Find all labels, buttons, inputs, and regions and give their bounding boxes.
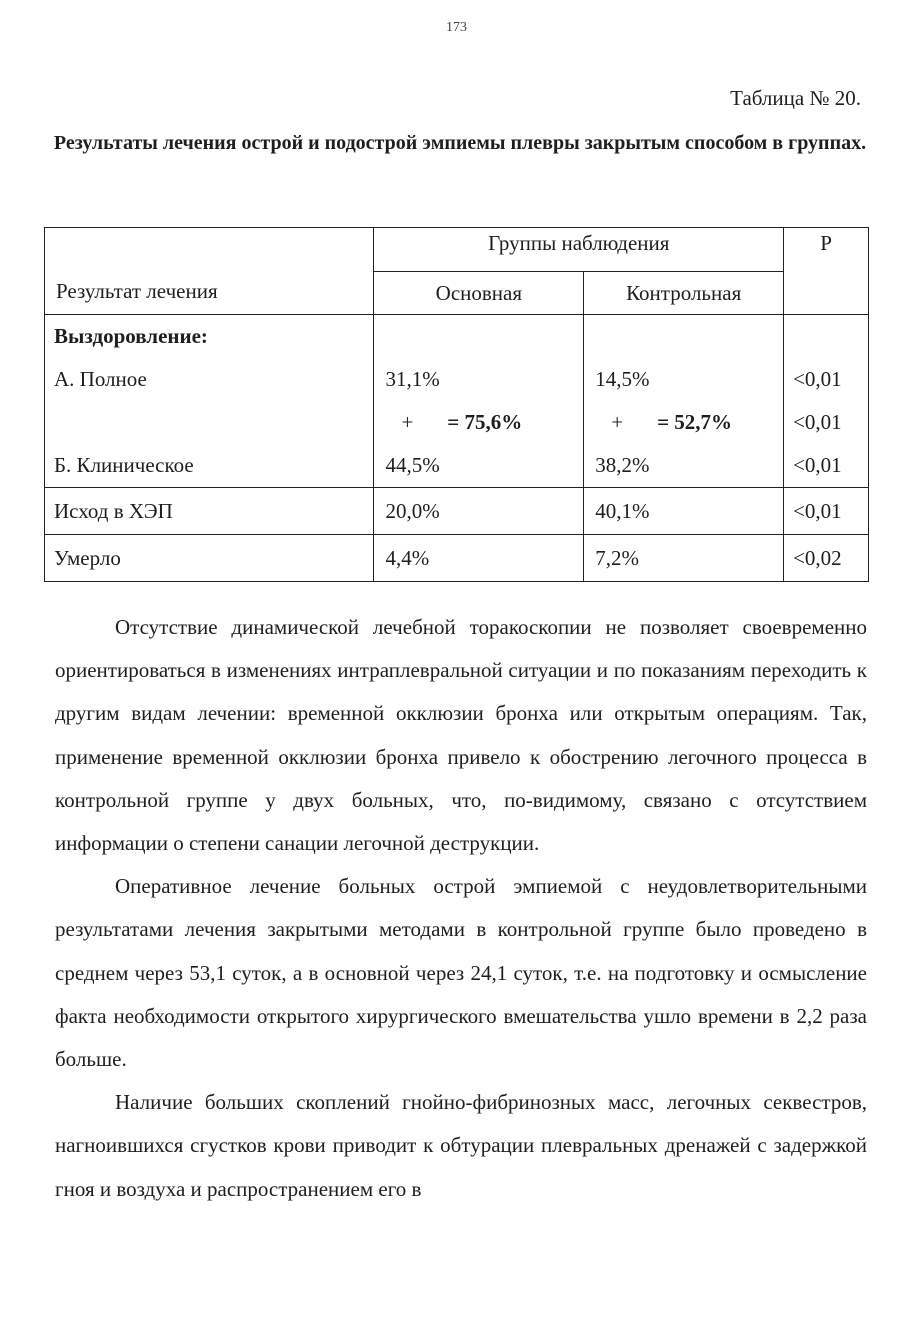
- recovery-full-control: 14,5%: [595, 367, 650, 391]
- recovery-full-label: А. Полное: [54, 367, 147, 391]
- header-result: Результат лечения: [45, 228, 374, 315]
- header-control-group: Контрольная: [584, 272, 784, 315]
- recovery-heading: Выздоровление:: [54, 324, 208, 348]
- table-header-row: [45, 228, 869, 272]
- table-row-recovery: [45, 315, 869, 488]
- recovery-main-cell: [374, 315, 584, 488]
- page-number: 173: [446, 20, 467, 35]
- died-control: 7,2%: [584, 535, 784, 582]
- recovery-clinical-control: 38,2%: [595, 453, 650, 477]
- recovery-blank-line: [54, 401, 373, 444]
- table-title: Результаты лечения острой и подострой эмпиемы плевры закрытым способом в группах.: [53, 132, 867, 154]
- paragraph-2: Оперативное лечение больных острой эмпиемой с неудовлетворительными результатами лечения закрытыми методами в контрольной группе было проведено в среднем через 53,1 суток, а в основной через 24,1 суток, т.е. на подготовку и осмысление факта необходимости открытого хирургического вмешательства ушло времени в 2,2 раза больше.: [55, 874, 867, 1072]
- table-row-died: [45, 535, 869, 582]
- chep-control: 40,1%: [584, 488, 784, 535]
- header-p: Р: [784, 228, 869, 315]
- table-row-chep: [45, 488, 869, 535]
- recovery-total-main: [385, 401, 583, 444]
- chep-p: <0,01: [784, 488, 869, 535]
- paragraph-3: Наличие больших скоплений гнойно-фибринозных масс, легочных секвестров, нагноившихся сгустков крови приводит к обтурации плевральных дренажей с задержкой гноя и воздуха и распространением его в: [55, 1090, 867, 1201]
- died-p: <0,02: [784, 535, 869, 582]
- total-control-value: = 52,7%: [657, 410, 733, 434]
- recovery-label-cell: [45, 315, 374, 488]
- chep-main: 20,0%: [374, 488, 584, 535]
- body-text: [55, 606, 867, 1211]
- total-main-value: = 75,6%: [447, 410, 523, 434]
- recovery-total-p: <0,01: [793, 410, 842, 434]
- paragraph-1: Отсутствие динамической лечебной торакоскопии не позволяет своевременно ориентироваться в изменениях интраплевральной ситуации и по показаниям переходить к другим видам лечении: временной окклюзии бронха или открытым операциям. Так, применение временной окклюзии бронха привело к обострению легочного процесса в контрольной группе у двух больных, что, по-видимому, связано с отсутствием информации о степени санации легочной деструкции.: [55, 615, 867, 856]
- died-main: 4,4%: [374, 535, 584, 582]
- recovery-full-p: <0,01: [793, 367, 842, 391]
- plus-sign-control: +: [611, 410, 624, 434]
- header-main-group: Основная: [374, 272, 584, 315]
- recovery-clinical-main: 44,5%: [385, 453, 440, 477]
- died-label: Умерло: [45, 535, 374, 582]
- recovery-clinical-p: <0,01: [793, 453, 842, 477]
- recovery-clinical-label: Б. Клиническое: [54, 453, 194, 477]
- plus-sign-main: +: [401, 410, 414, 434]
- table-label: Таблица № 20.: [730, 86, 861, 110]
- results-table: [44, 227, 869, 582]
- chep-label: Исход в ХЭП: [45, 488, 374, 535]
- header-groups: Группы наблюдения: [374, 228, 784, 272]
- recovery-p-cell: [784, 315, 869, 488]
- recovery-total-control: [595, 401, 783, 444]
- recovery-control-cell: [584, 315, 784, 488]
- recovery-full-main: 31,1%: [385, 367, 440, 391]
